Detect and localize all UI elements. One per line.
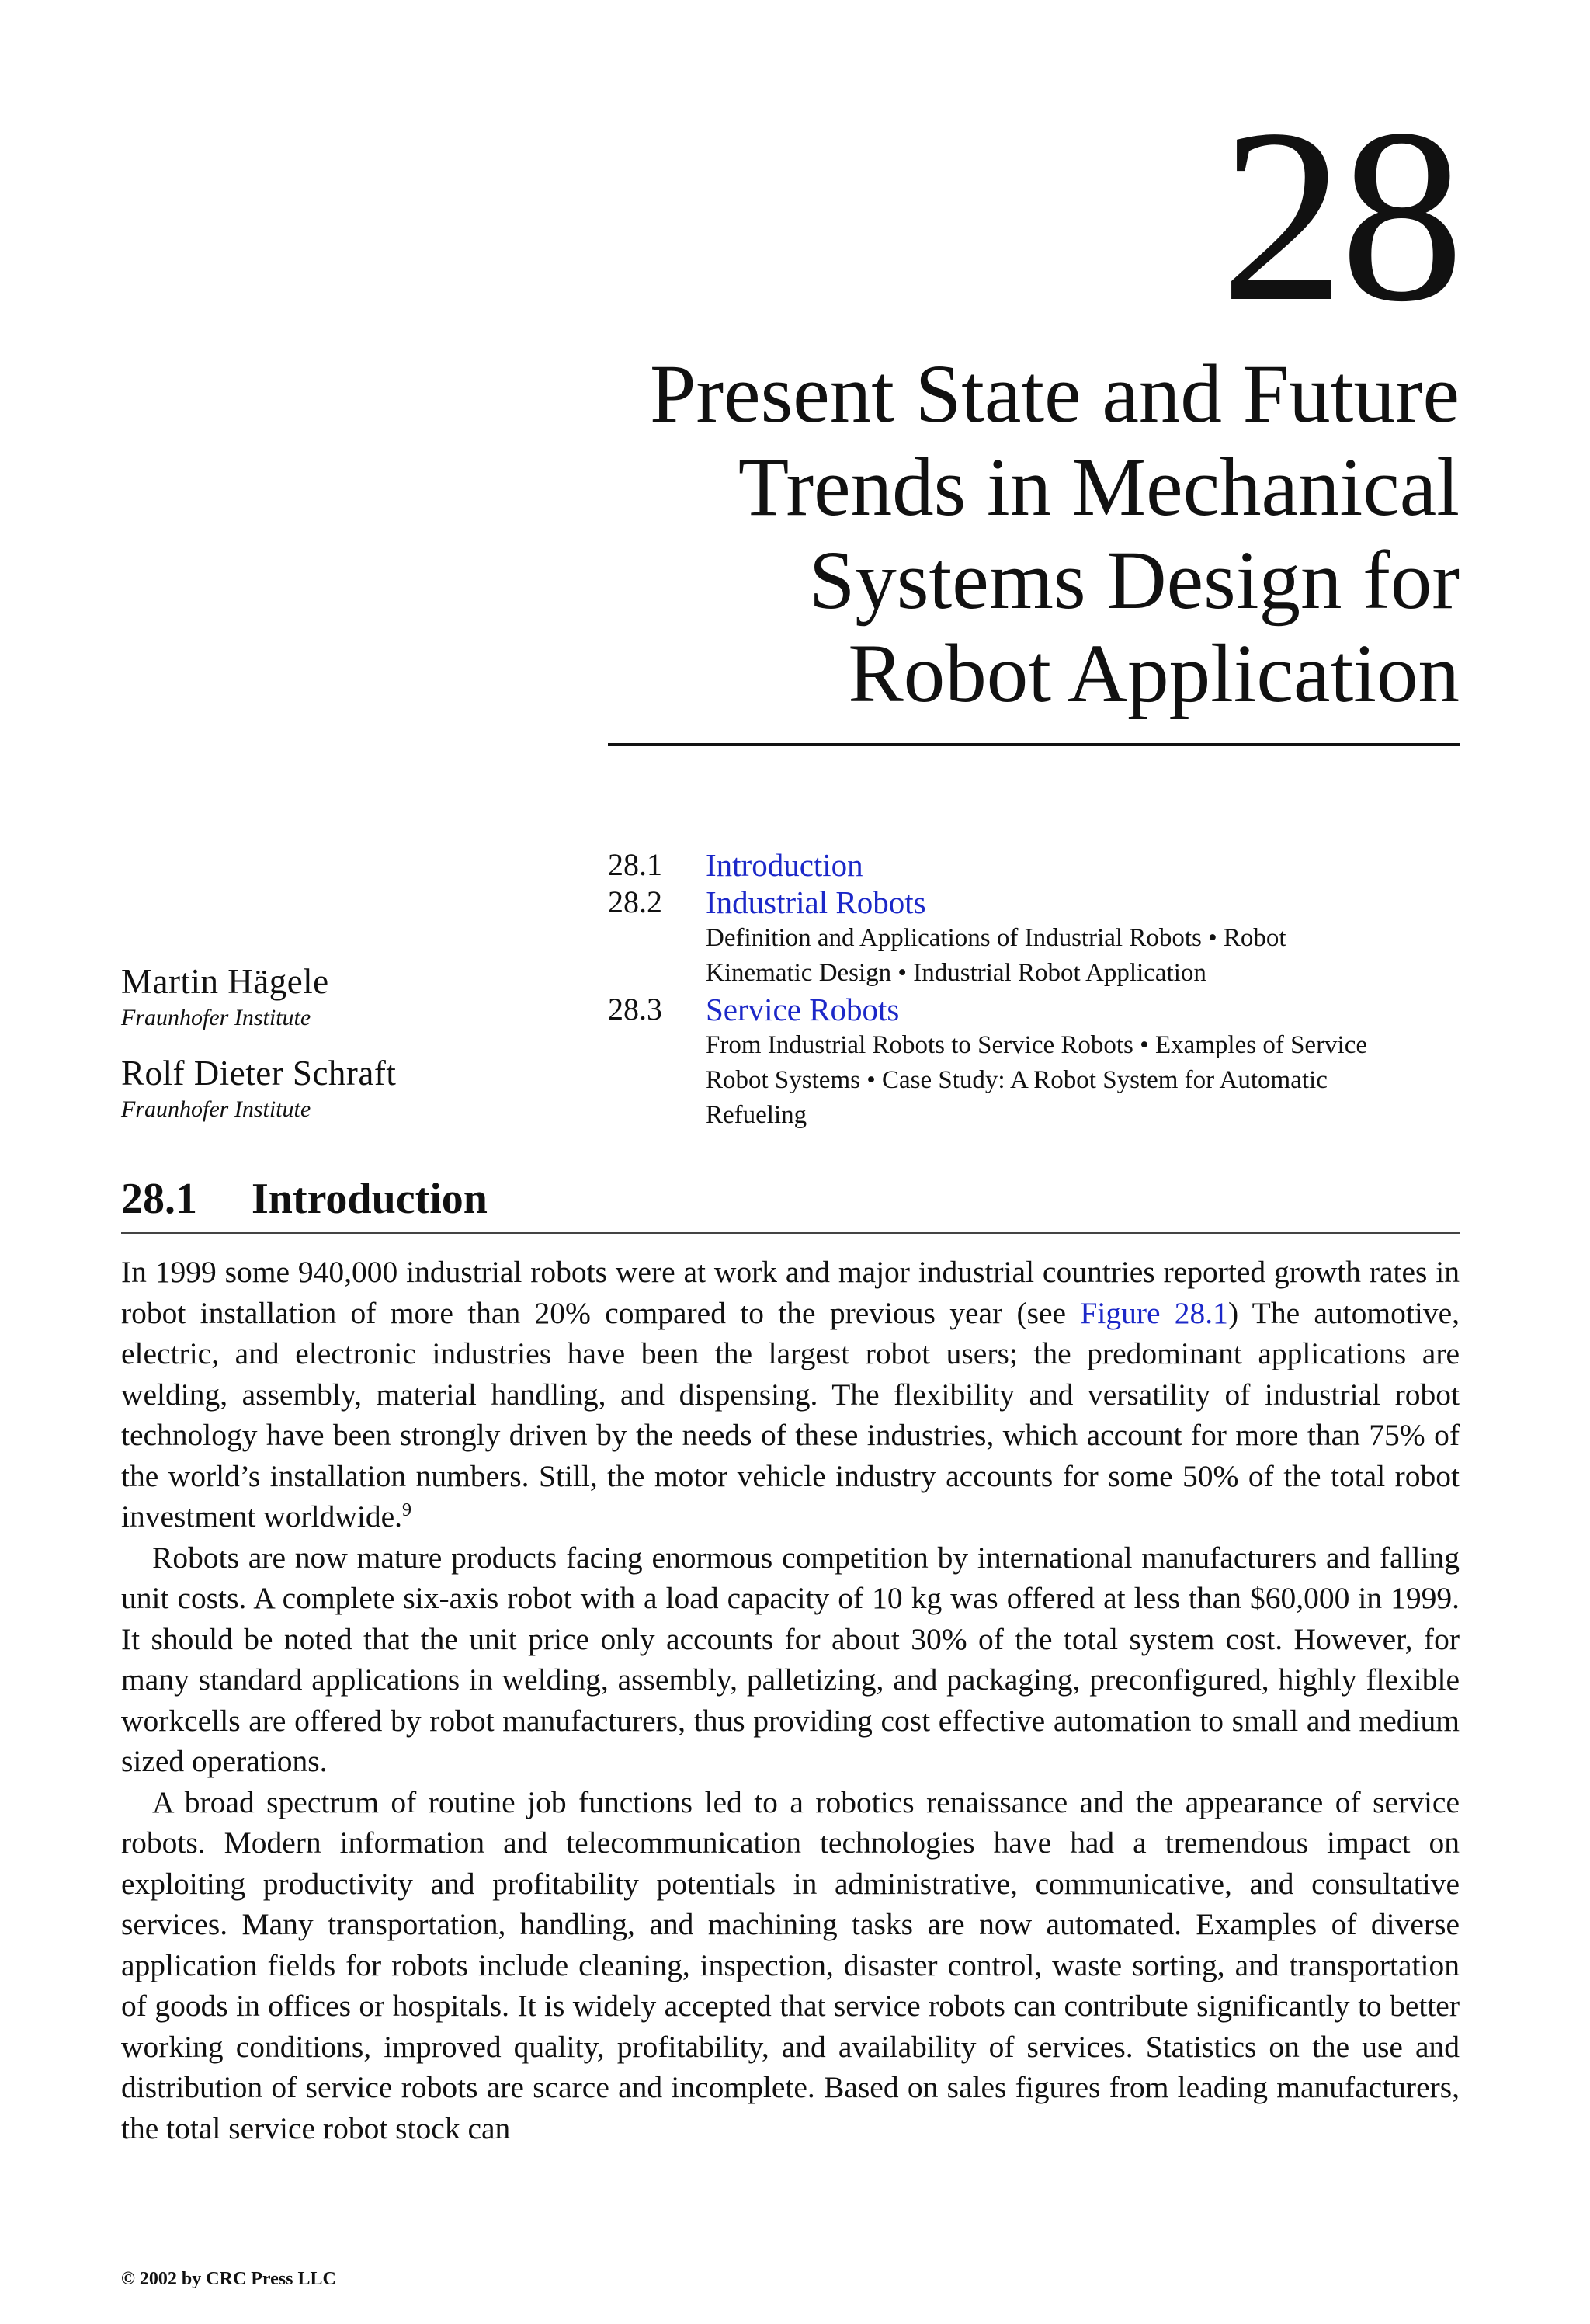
toc-entry [608,991,1470,1133]
author-name: Rolf Dieter Schraft [121,1054,397,1093]
toc-number: 28.2 [608,884,662,919]
toc-subtopics: From Industrial Robots to Service Robots • Examples of Service Robot Systems • Case Study: A Robot System for Automatic Refueling [706,1031,1368,1129]
paragraph [121,1252,1460,1537]
chapter-title [528,348,1460,721]
paragraph: A broad spectrum of routine job functions led to a robotics renaissance and the appearance of service robots. Modern information and telecommunication technologies have had a tremendous impact on exploiting productivity and profitability potentials in administrative, communicative, and consultative services. Many transportation, handling, and machining tasks are now automated. Examples of diverse application fields for robots include cleaning, inspection, disaster control, waste sorting, and transportation of goods in offices or hospitals. It is widely accepted that service robots can contribute significantly to better working conditions, improved quality, profitability, and availability of services. Statistics on the use and distribution of service robots are scarce and incomplete. Based on sales figures from leading manufacturers, the total service robot stock can [121,1784,1460,2145]
toc-entry [608,846,1470,884]
paragraph: Robots are now mature products facing enormous competition by international manufacturers and falling unit costs. A complete six-axis robot with a load capacity of 10 kg was offered at less than $60,000 in 1999. It should be noted that the unit price only accounts for about 30% of the total system cost. However, for many standard applications in welding, assembly, palletizing, and packaging, preconfigured, highly flexible workcells are offered by robot manufacturers, thus providing cost effective automation to small and medium sized operations. [121,1540,1460,1778]
toc-link-industrial-robots[interactable]: Industrial Robots [706,884,926,920]
toc-number: 28.3 [608,992,662,1027]
section-number: 28.1 [121,1175,197,1223]
reference-marker: 9 [402,1500,412,1520]
author-block [121,960,556,1143]
section-divider [121,1232,1460,1234]
toc-subtopics: Definition and Applications of Industrial Robots • Robot Kinematic Design • Industrial Robot Application [706,924,1286,987]
toc-entry [608,884,1470,991]
paragraph-text: ) The automotive, electric, and electronic industries have been the largest robot users; the predominant applications are welding, assembly, material handling, and dispensing. The flexibility and versatility of industrial robot technology have been strongly driven by the needs of these industries, which account for more than 75% of the world’s installation numbers. Still, the motor vehicle industry accounts for some 50% of the total robot investment worldwide. [121,1295,1460,1534]
author-affiliation: Fraunhofer Institute [121,1005,311,1030]
chapter-title-line: Robot Application [848,628,1460,720]
copyright-footer: © 2002 by CRC Press LLC [121,2269,336,2289]
body-text [121,1252,1460,2149]
chapter-title-line: Systems Design for [808,535,1460,627]
section-title: Introduction [252,1175,488,1223]
author-name: Martin Hägele [121,962,329,1001]
toc-number: 28.1 [608,847,662,882]
toc-link-service-robots[interactable]: Service Robots [706,992,900,1027]
section-heading [121,1171,1460,1227]
table-of-contents [608,846,1470,1133]
chapter-number: 28 [1220,78,1460,353]
author-affiliation: Fraunhofer Institute [121,1096,311,1122]
toc-link-introduction[interactable]: Introduction [706,847,863,883]
chapter-title-line: Trends in Mechanical [738,442,1460,533]
title-divider [608,743,1460,746]
figure-link[interactable]: Figure 28.1 [1080,1295,1228,1330]
chapter-title-line: Present State and Future [649,349,1460,440]
paragraph-text: In 1999 some 940,000 industrial robots were at work and major industrial countries reported growth rates in robot installation of more than 20% compared to the previous year (see [121,1255,1460,1330]
